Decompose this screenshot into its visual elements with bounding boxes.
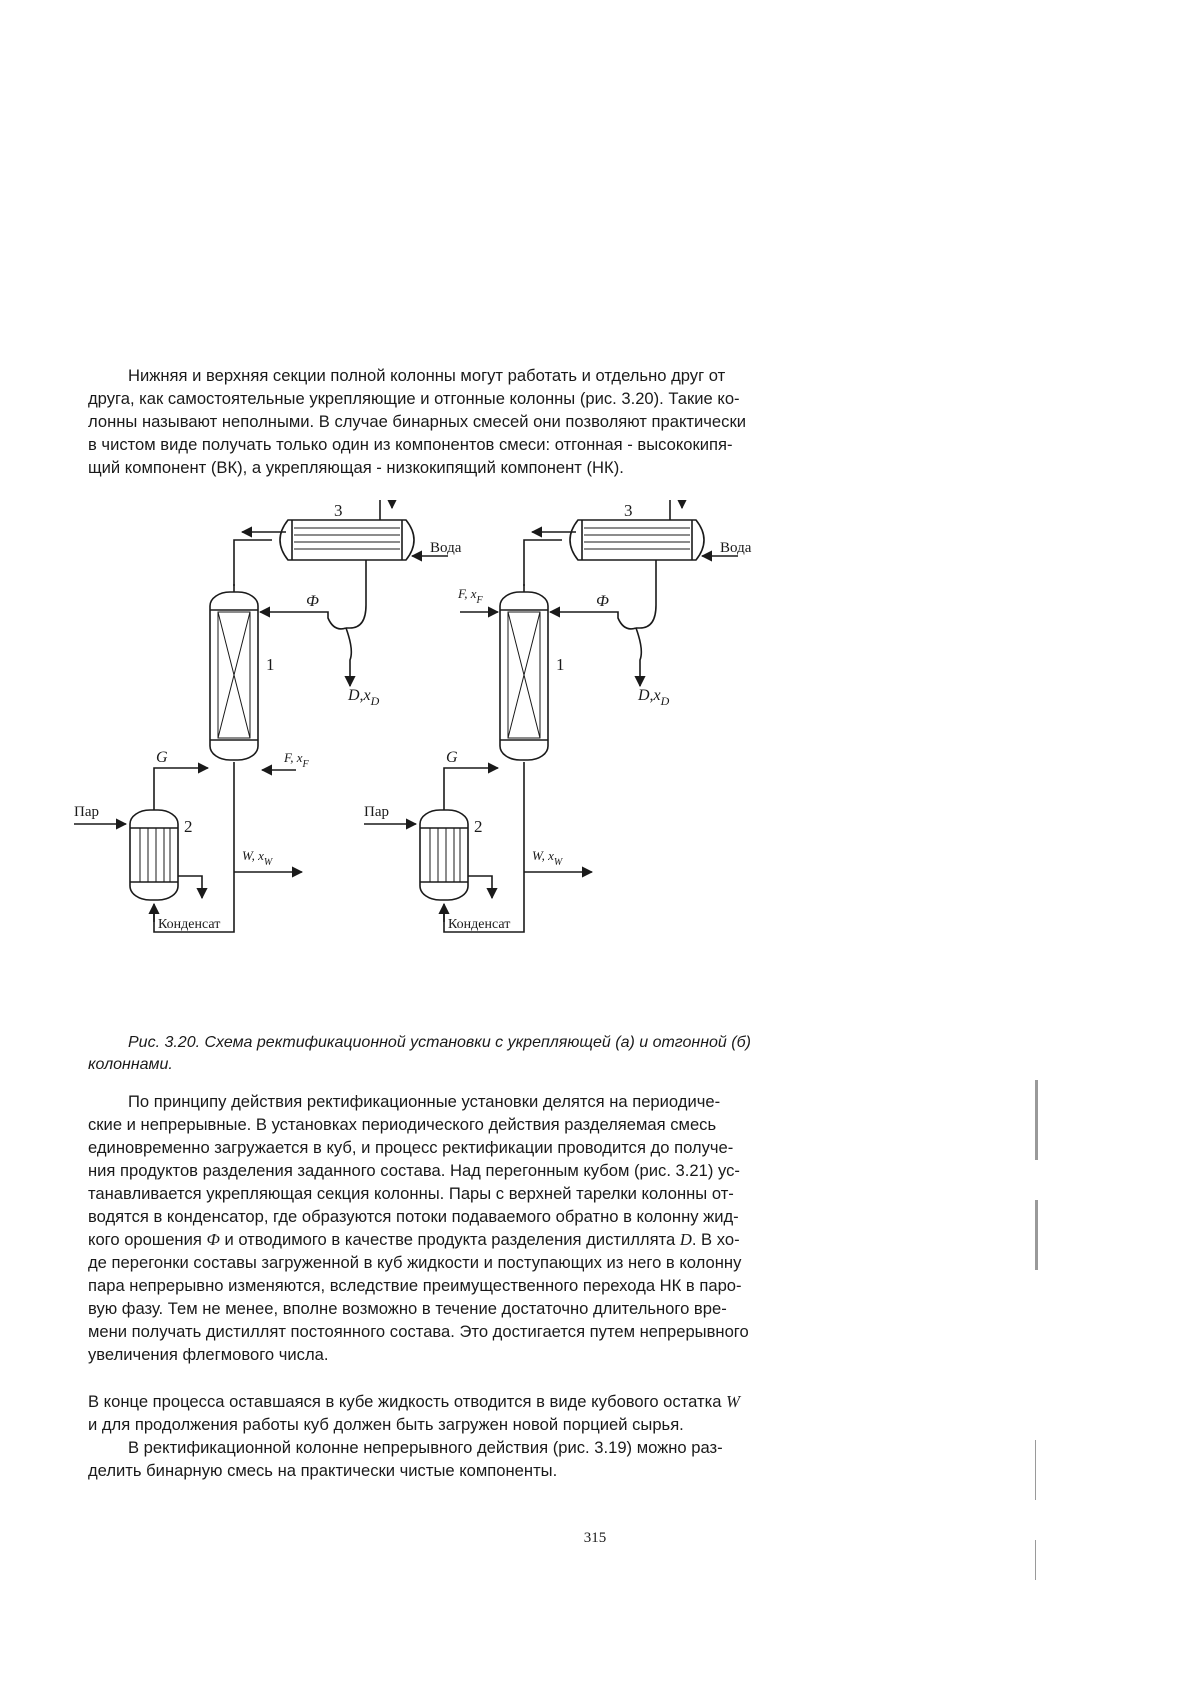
label-vapor-g: G — [156, 749, 168, 766]
text-line: пара непрерывно изменяются, вследствие преимущественного перехода НК в паро- — [88, 1276, 742, 1295]
text-line: Нижняя и верхняя секции полной колонны могут работать и отдельно друг от — [128, 366, 726, 385]
text-line: В ректификационной колонне непрерывного действия (рис. 3.19) можно раз- — [128, 1438, 723, 1457]
label-distillate: $D,x_D$ — [638, 687, 670, 708]
label-column-num: 1 — [556, 655, 565, 674]
label-column-num: 1 — [266, 655, 275, 674]
label-condenser-num: 3 — [334, 501, 343, 520]
text-line: де перегонки составы загруженной в куб жидкости и поступающих из него в колонну — [88, 1253, 742, 1272]
paragraph-continuous-column — [88, 1436, 830, 1482]
text-line: в чистом виде получать только один из компонентов смеси: отгонная - высококипя- — [88, 435, 733, 454]
figure-caption — [88, 1032, 830, 1076]
label-steam: Пар — [364, 804, 389, 820]
reboiler-left — [74, 768, 208, 922]
text-line: лонны называют неполными. В случае бинарных смесей они позволяют практически — [88, 412, 746, 431]
text-line: щий компонент (ВК), а укрепляющая - низкокипящий компонент (НК). — [88, 458, 624, 477]
caption-line: Рис. 3.20. Схема ректификационной установки с укрепляющей (а) и отгонной (б) — [128, 1034, 751, 1051]
label-condenser-num: 3 — [624, 501, 633, 520]
label-feed: F, $x_F$ — [458, 586, 483, 606]
label-bottoms: W, $x_W$ — [532, 848, 563, 868]
scan-edge-artifact — [1035, 1080, 1038, 1160]
page-number: 315 — [583, 1530, 607, 1546]
scheme-right — [364, 500, 738, 932]
column-left — [154, 584, 351, 932]
text-line: единовременно загружается в куб, и процесс ректификации проводится до получе- — [88, 1138, 734, 1157]
text-line: друга, как самостоятельные укрепляющие и отгонные колонны (рис. 3.20). Такие ко- — [88, 389, 740, 408]
label-reflux: Ф — [596, 593, 609, 610]
label-vapor-g: G — [446, 749, 458, 766]
column-right — [444, 584, 641, 932]
label-distillate: $D,x_D$ — [348, 687, 380, 708]
label-reboiler-num: 2 — [184, 817, 193, 836]
text-line: ские и непрерывные. В установках периодического действия разделяемая смесь — [88, 1115, 717, 1134]
label-feed: F, $x_F$ — [284, 750, 309, 770]
label-water: Вода — [430, 540, 462, 556]
paragraph-end-of-process — [88, 1390, 830, 1436]
scan-edge-artifact — [1035, 1200, 1038, 1270]
text-line: вую фазу. Тем не менее, вполне возможно в течение достаточно длительного вре- — [88, 1299, 727, 1318]
label-condensate: Конденсат — [158, 917, 221, 932]
label-bottoms: W, $x_W$ — [242, 848, 273, 868]
text-line: танавливается укрепляющая секция колонны. Пары с верхней тарелки колонны от- — [88, 1184, 734, 1203]
text-line: и для продолжения работы куб должен быть загружен новой порцией сырья. — [88, 1415, 684, 1434]
text-line: мени получать дистиллят постоянного состава. Это достигается путем непрерывного — [88, 1322, 749, 1341]
text-line: В конце процесса оставшаяся в кубе жидкость отводится в виде кубового остатка W — [88, 1392, 740, 1411]
caption-line: колоннами. — [88, 1056, 173, 1073]
figure-rectification-schemes — [70, 500, 790, 940]
text-line: водятся в конденсатор, где образуются потоки подаваемого обратно в колонну жид- — [88, 1207, 739, 1226]
label-steam: Пар — [74, 804, 99, 820]
scan-edge-artifact — [1035, 1440, 1036, 1500]
text-line: ния продуктов разделения заданного состава. Над перегонным кубом (рис. 3.21) ус- — [88, 1161, 740, 1180]
text-line: увеличения флегмового числа. — [88, 1345, 329, 1364]
scan-edge-artifact — [1035, 1540, 1036, 1580]
reboiler-right — [364, 768, 498, 922]
scheme-left — [74, 500, 448, 932]
label-reboiler-num: 2 — [474, 817, 483, 836]
label-reflux: Ф — [306, 593, 319, 610]
label-condensate: Конденсат — [448, 917, 511, 932]
paragraph-batch-continuous — [88, 1090, 830, 1366]
label-water: Вода — [720, 540, 752, 556]
paragraph-incomplete-columns — [88, 364, 830, 479]
text-line: делить бинарную смесь на практически чистые компоненты. — [88, 1461, 558, 1480]
text-line: По принципу действия ректификационные установки делятся на периодиче- — [128, 1092, 721, 1111]
text-line: кого орошения Ф и отводимого в качестве продукта разделения дистиллята D. В хо- — [88, 1230, 740, 1249]
